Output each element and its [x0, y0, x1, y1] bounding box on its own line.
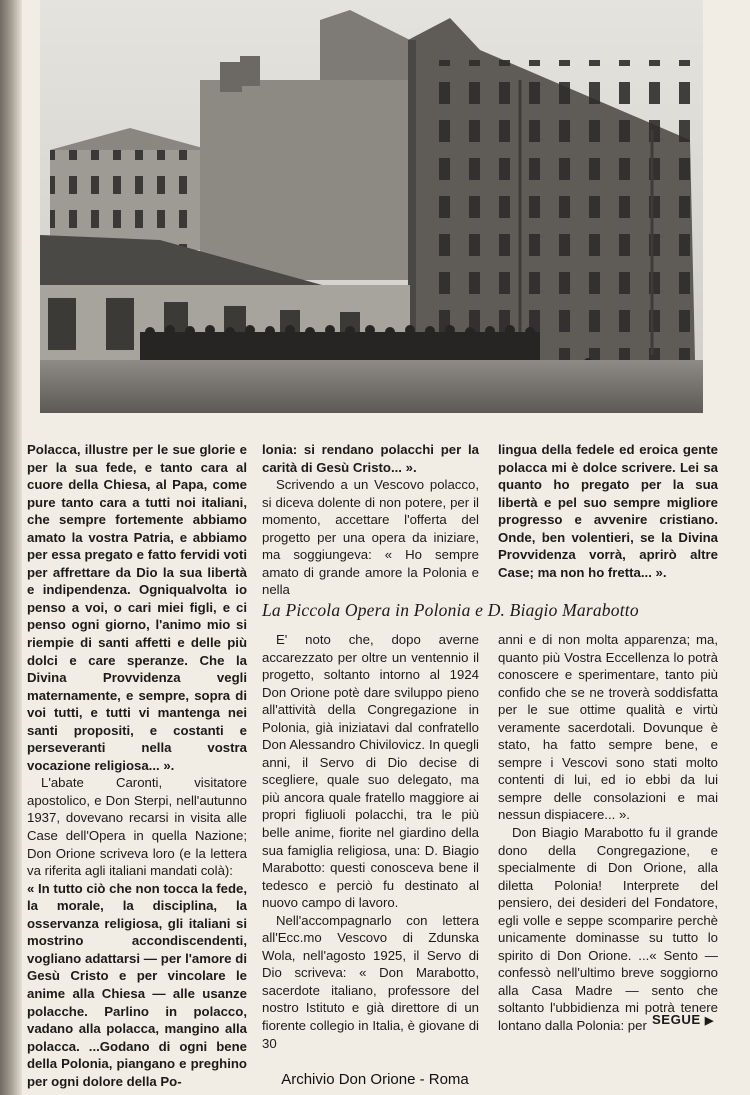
paragraph: E' noto che, dopo averne accarezzato per oltre un ventennio il progetto, soltanto intorno al 1924 Don Orione potè dare sviluppo pieno all'attività della Congregazione in Polonia, già iniziatavi dal confratello Don Alessandro Chivilovicz. In quegli anni, il Servo di Dio decise di scegliere, quale suo delegato, ma più ancora quale fratello maggiore ai propri figliuoli polacchi, tra le più belle anime, fiorite nel giardino della sua famiglia religiosa, una: D. Biagio Marabotto: questi conosceva bene il tedesco e perciò fu destinato al nuovo campo di lavoro.	[262, 632, 479, 911]
bottom-column-2	[262, 631, 479, 1052]
paragraph: L'abate Caronti, visitatore apostolico, e Don Sterpi, nell'autunno 1937, dovevano recarsi in visita alle Case dell'Opera in quella Nazione; Don Orione scriveva loro (e la lettera va riferita agli italiani mandati colà):	[27, 775, 247, 879]
building-photo	[40, 0, 703, 413]
paragraph: lingua della fedele ed eroica gente polacca mi è dolce scrivere. Lei sa quanto ho pregato per la sua libertà e pel suo sempre migliore progresso e avvenire cristiano. Onde, ben volentieri, se la Divina Provvidenza vorrà, aprirò altre Case; ma non ho fretta... ».	[498, 442, 718, 580]
section-heading: La Piccola Opera in Polonia e D. Biagio Marabotto	[262, 600, 639, 620]
binding-gutter	[0, 0, 22, 1095]
paragraph: Don Biagio Marabotto fu il grande dono della Congregazione, e specialmente di Don Orione, alla diletta Polonia! Interprete del pensiero, dei desideri del Fondatore, egli volle e seppe scomparire perchè unicamente dominasse su tutto lo spirito di Don Orione. ...« Sento — confessò nell'ultimo breve soggiorno alla Casa Madre — sento che soltanto l'ubbidienza mi potrà tenere lontano dalla Polonia: per	[498, 825, 718, 1034]
top-column-1	[27, 441, 247, 1090]
archive-footer: Archivio Don Orione - Roma	[281, 1071, 469, 1088]
top-column-2	[262, 441, 479, 599]
paragraph: lonia: si rendano polacchi per la carità di Gesù Cristo... ».	[262, 442, 479, 475]
paragraph: Nell'accompagnarlo con lettera all'Ecc.mo Vescovo di Zdunska Wola, nell'agosto 1925, il Servo di Dio scriveva: « Don Marabotto, sacerdote italiano, professore del nostro Istituto e già direttore di un fiorente collegio in Italia, è giovane di 30	[262, 912, 479, 1051]
arrow-right-icon: ▶	[704, 1015, 714, 1027]
top-column-3	[498, 441, 718, 581]
paragraph: « In tutto ciò che non tocca la fede, la morale, la disciplina, la osservanza religiosa, gli italiani si mostrino accondiscendenti, vogliano adattarsi — per l'amore di Gesù Cristo e per vincolare le anime alla Chiesa — alle usanze polacche. Parlino in polacco, vadano alla polacca, mangino alla polacca. ...Godano di ogni bene della Polonia, piangano e preghino per ogni dolore della Po-	[27, 880, 247, 1089]
bottom-column-3	[498, 631, 718, 1035]
paragraph: anni e di non molta apparenza; ma, quanto più Vostra Eccellenza lo potrà conoscere e sperimentare, tanto più confido che se ne troverà soddisfatta per le sue ottime qualità e virtù veramente sacerdotali. Dovunque è stato, ha fatto sempre bene, e sempre i Vescovi sono stati molto contenti di lui, ed io ebbi da lui sempre delle consolazioni e mai nessun dispiacere... ».	[498, 632, 718, 823]
paragraph: Polacca, illustre per le sue glorie e per la sua fede, e tanto cara al cuore della Chiesa, al Papa, come pure tanto cara a tutti noi italiani, che sempre fortemente abbiamo amato la vostra Patria, e abbiamo per essa pregato e fatto fervidi voti per affrettare da Dio la sua libertà e indipendenza. Ogniqualvolta io penso a voi, o cari miei figli, e ci penso ogni giorno, l'animo mio si riempie di santi affetti e delle più dolci e care speranze. Che la Divina Provvidenza vegli maternamente, e sempre, sopra di voi tutti, e tutti vi mantenga nei santi propositi, e costanti e perseveranti nella vostra vocazione religiosa... ».	[27, 442, 247, 773]
continue-marker	[652, 1012, 714, 1027]
continue-label: SEGUE	[652, 1012, 701, 1027]
paragraph: Scrivendo a un Vescovo polacco, si diceva dolente di non potere, per il momento, accettare l'offerta del progetto per una opera da iniziare, ma soggiungeva: « Ho sempre amato di grande amore la Polonia e nella	[262, 477, 479, 598]
